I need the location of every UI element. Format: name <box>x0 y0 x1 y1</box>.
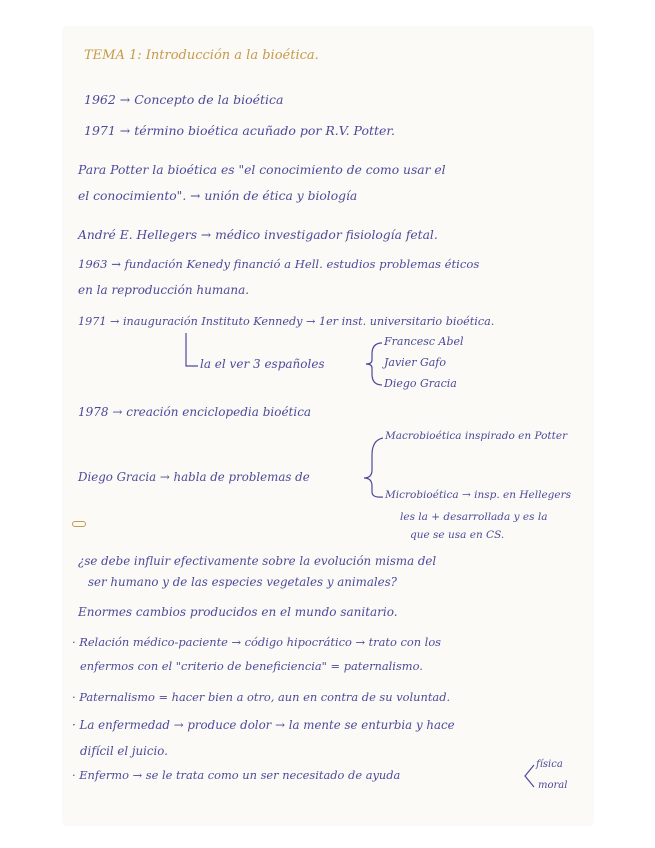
note-line-1963-1: 1963 → fundación Kenedy financió a Hell. estudios problemas éticos <box>78 257 480 271</box>
note-line-three-spaniards: la el ver 3 españoles <box>200 357 325 371</box>
note-line-1963-2: en la reproducción humana. <box>78 283 250 297</box>
patient-branch-fisica: física <box>536 759 563 770</box>
note-line-question-1: ¿se debe influir efectivamente sobre la evolución misma del <box>78 554 437 568</box>
note-line-1971-kennedy: 1971 → inauguración Instituto Kennedy → 1er inst. universitario bioética. <box>78 315 495 328</box>
note-line-illness-1: · La enfermedad → produce dolor → la mente se enturbia y hace <box>72 718 455 732</box>
note-line-potter-def-2: el conocimiento". → unión de ética y biología <box>78 189 358 203</box>
section-heading-boxed <box>72 521 86 527</box>
note-line-patient: · Enfermo → se le trata como un ser necesitado de ayuda <box>72 768 401 782</box>
notebook-page <box>64 28 592 824</box>
note-line-question-2: ser humano y de las especies vegetales y animales? <box>88 575 398 589</box>
spaniard-name-gracia: Diego Gracia <box>384 377 457 390</box>
note-line-paternalism: · Paternalismo = hacer bien a otro, aun en contra de su voluntad. <box>72 690 451 704</box>
note-line-gracia-problems: Diego Gracia → habla de problemas de <box>78 470 310 484</box>
spaniard-name-abel: Francesc Abel <box>384 335 464 348</box>
note-line-relation-1: · Relación médico-paciente → código hipocrático → trato con los <box>72 635 442 649</box>
note-line-potter-def-1: Para Potter la bioética es "el conocimiento de como usar el <box>78 163 446 177</box>
spaniard-name-gafo: Javier Gafo <box>384 356 447 369</box>
note-line-1971-potter: 1971 → término bioética acuñado por R.V. Potter. <box>84 123 396 138</box>
note-line-1962: 1962 → Concepto de la bioética <box>84 92 284 107</box>
note-line-illness-2: difícil el juicio. <box>80 744 168 758</box>
branch-microbioetica-note-2: que se usa en CS. <box>410 529 505 541</box>
branch-macrobioetica: Macrobioética inspirado en Potter <box>385 430 568 442</box>
branch-microbioetica: Microbioética → insp. en Hellegers <box>385 489 572 501</box>
note-line-1978: 1978 → creación enciclopedia bioética <box>78 405 312 419</box>
note-line-hellegers: André E. Hellegers → médico investigador fisiología fetal. <box>78 228 438 242</box>
page-title: TEMA 1: Introducción a la bioética. <box>84 48 319 63</box>
branch-microbioetica-note-1: les la + desarrollada y es la <box>400 511 548 523</box>
patient-branch-moral: moral <box>538 780 568 791</box>
note-line-changes: Enormes cambios producidos en el mundo sanitario. <box>78 605 398 619</box>
note-line-relation-2: enfermos con el "criterio de beneficiencia" = paternalismo. <box>80 659 423 673</box>
